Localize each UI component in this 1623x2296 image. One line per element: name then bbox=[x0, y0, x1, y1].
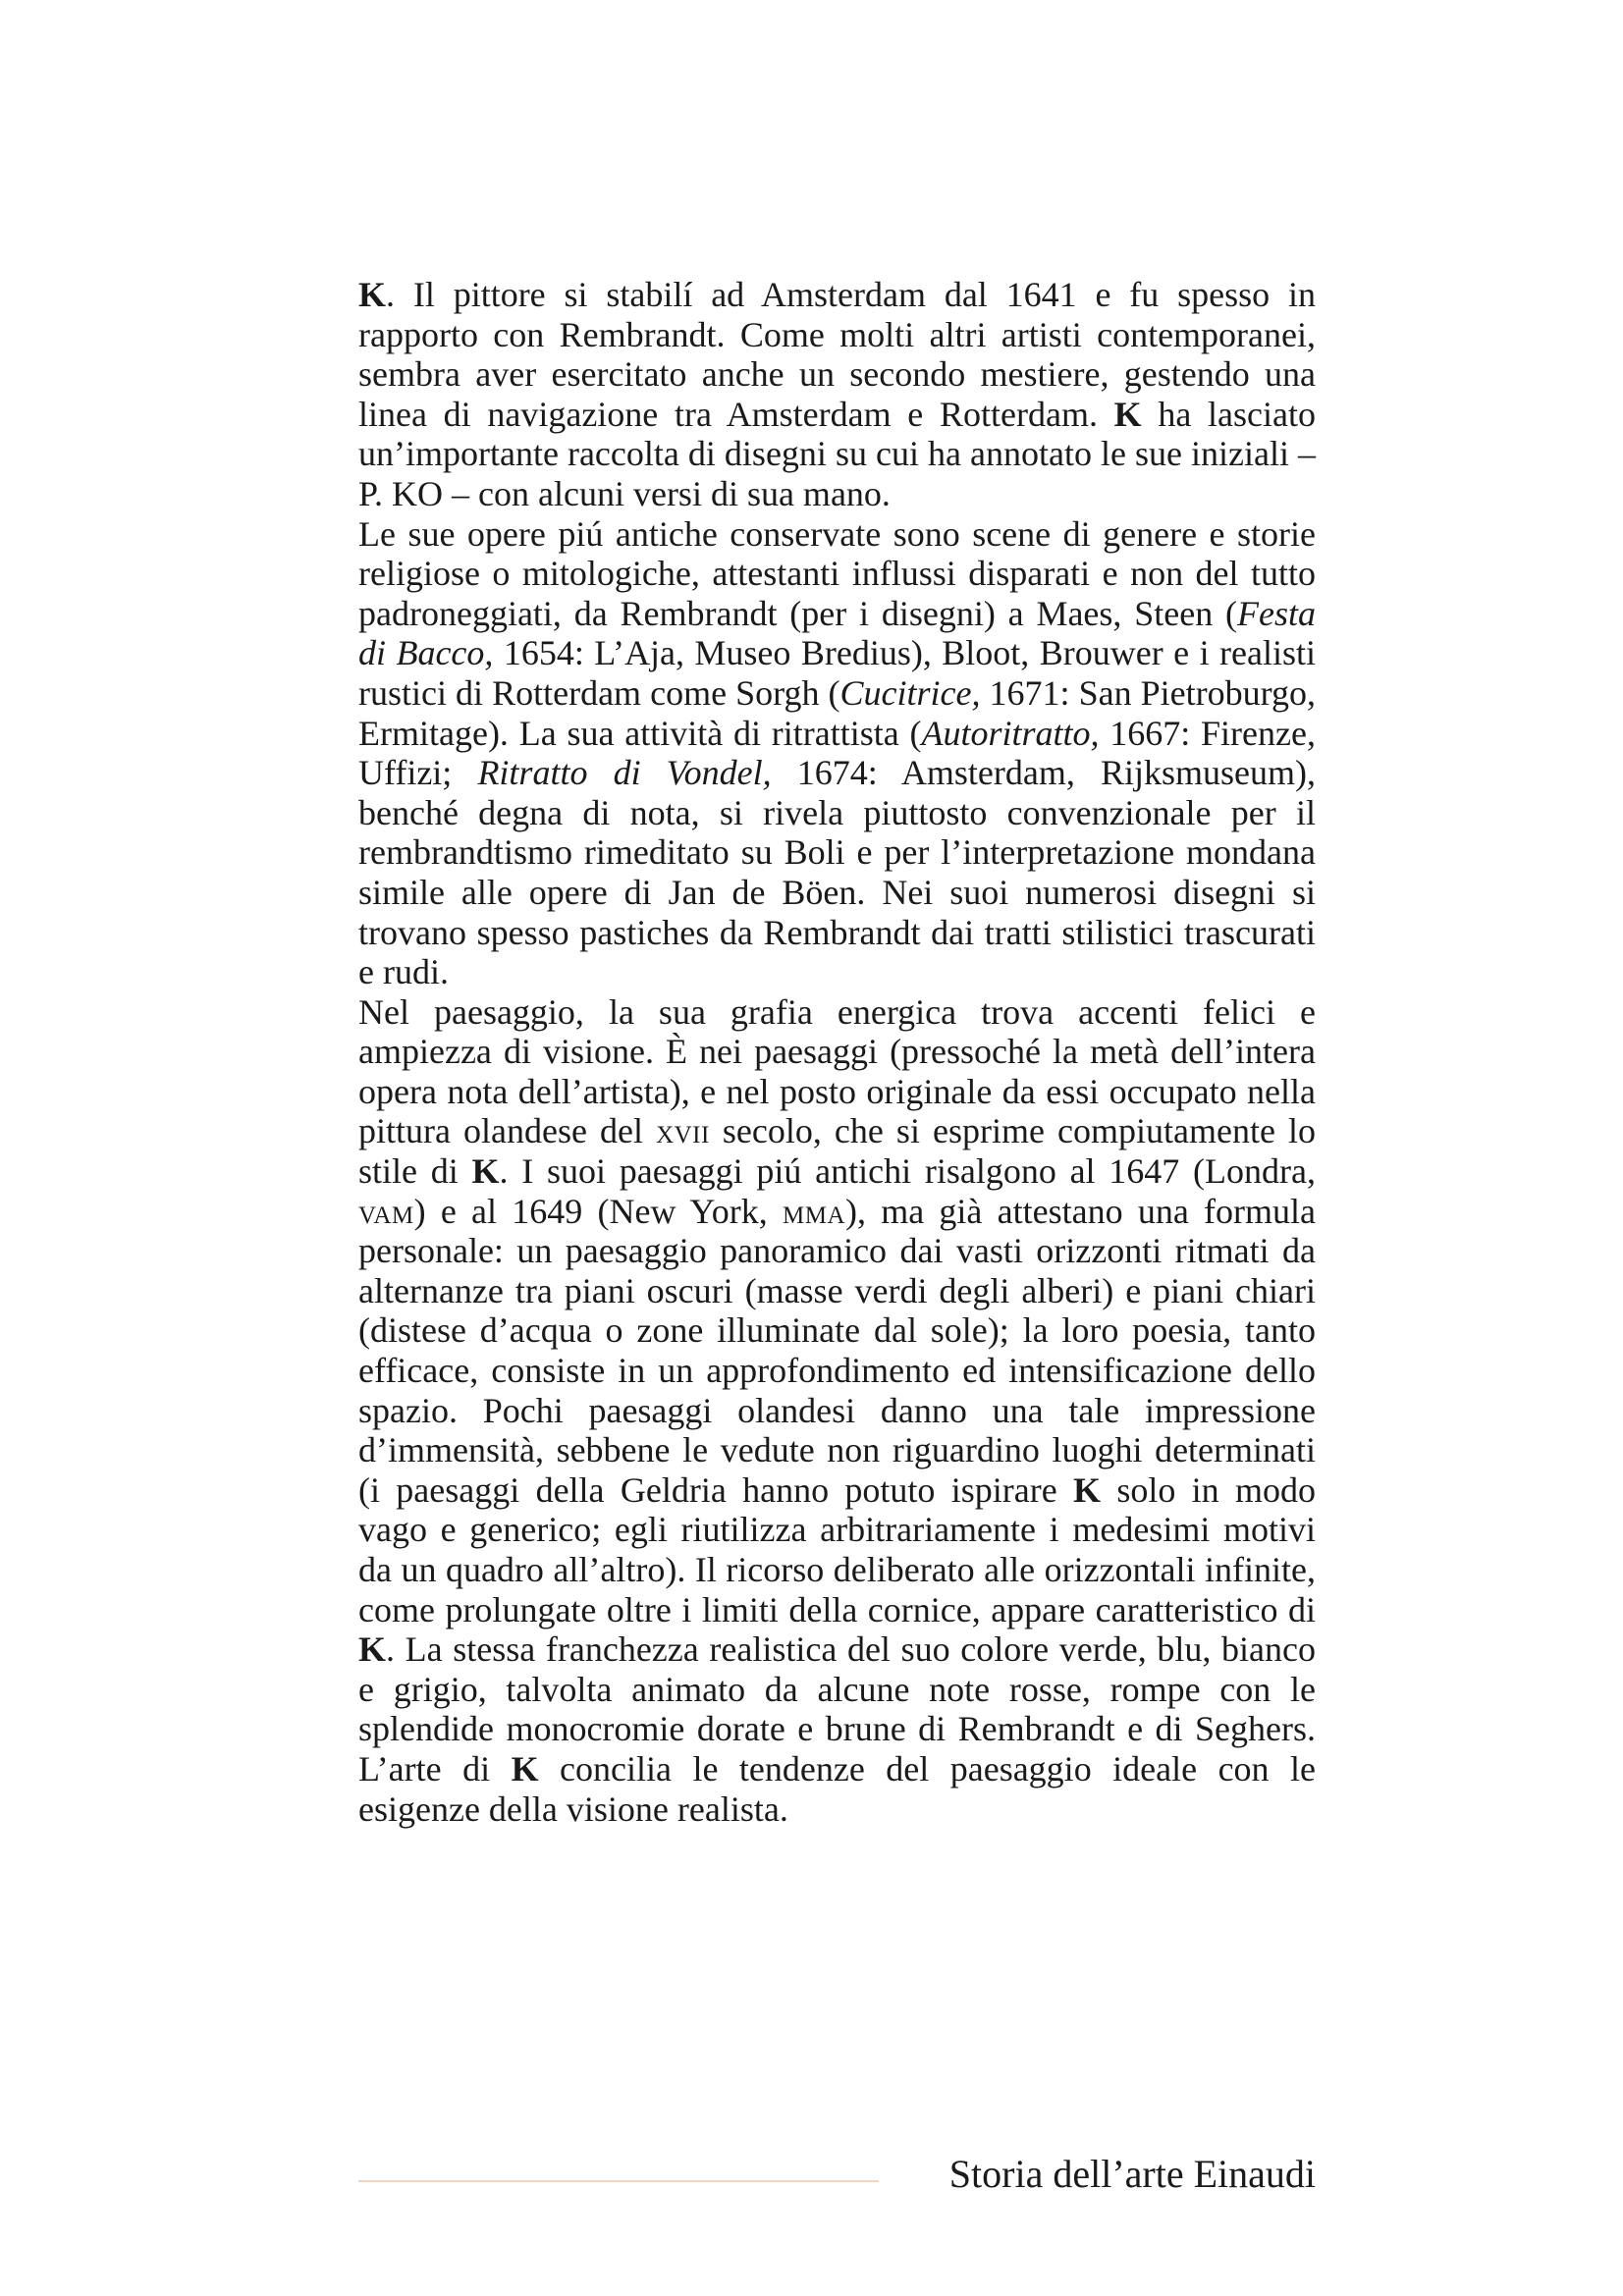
article-body bbox=[358, 275, 1316, 1829]
entry-initial: K bbox=[1073, 1469, 1102, 1510]
artwork-title: Festa di Bacco, bbox=[358, 593, 1316, 673]
entry-initial: K bbox=[511, 1748, 539, 1789]
text-run: . Il pittore si stabilí ad Amsterdam dal 1641 e fu spesso in rapporto con Rembrandt. Come molti altri artisti contemporanei, sembra aver esercitato anche un secondo mestiere, gestendo una linea di navigazione tra Amsterdam e Rotterdam. bbox=[358, 275, 1316, 434]
text-run: Le sue opere piú antiche conservate sono scene di genere e storie religiose o mitologiche, attestanti influssi disparati e non del tutto padroneggiati, da Rembrandt (per i disegni) a Maes, Steen ( bbox=[358, 513, 1316, 633]
entry-initial: K bbox=[358, 1629, 387, 1670]
text-run: 1674: Amsterdam, Rijksmuseum), benché degna di nota, si rivela piuttosto convenzionale per il rembrandtismo rimeditato su Boli e per l’interpretazione mondana simile alle opere di Jan de Böen. Nei suoi numerosi disegni si trovano spesso pastiches da Rembrandt dai tratti stilistici trascurati e rudi. bbox=[358, 753, 1317, 992]
paragraph-landscapes bbox=[358, 992, 1316, 1829]
century-numeral: xvii bbox=[656, 1111, 710, 1151]
text-run: 1667: Firenze, Uffizi; bbox=[358, 713, 1316, 793]
text-run: Nel paesaggio, la sua grafia energica trova accenti felici e ampiezza di visione. È nei paesaggi (pressoché la metà dell’intera opera nota dell’artista), e nel posto originale da essi occupato nella pittura olandese del bbox=[358, 991, 1316, 1151]
paragraph-biography bbox=[358, 275, 1316, 514]
museum-abbreviation: vam bbox=[358, 1191, 414, 1231]
footer-divider bbox=[358, 2180, 879, 2182]
text-run: 1654: L’Aja, Museo Bredius), Bloot, Brouwer e i realisti rustici di Rotterdam come Sorgh ( bbox=[358, 633, 1316, 713]
entry-initial: K bbox=[1113, 394, 1142, 434]
entry-initial: K bbox=[471, 1151, 500, 1192]
paragraph-early-works bbox=[358, 514, 1316, 992]
text-run: secolo, che si esprime compiutamente lo stile di bbox=[358, 1111, 1316, 1192]
text-run: solo in modo vago e generico; egli riutilizza arbitrariamente i medesimi motivi da un quadro all’altro). Il ricorso deliberato alle orizzontali infinite, come prolungate oltre i limiti della cornice, appare caratteristico di bbox=[358, 1469, 1317, 1629]
text-run: concilia le tendenze del paesaggio ideale con le esigenze della visione realista. bbox=[358, 1748, 1316, 1829]
footer-publication-title: Storia dell’arte Einaudi bbox=[948, 2152, 1316, 2196]
text-run: ), ma già attestano una formula personale: un paesaggio panoramico dai vasti orizzonti ritmati da alternanze tra piani oscuri (masse verdi degli alberi) e piani chiari (distese d’acqua o zone illuminate dal sole); la loro poesia, tanto efficace, consiste in un approfondimento ed intensificazione dello spazio. Pochi paesaggi olandesi danno una tale impressione d’immensità, sebbene le vedute non riguardino luoghi determinati (i paesaggi della Geldria hanno potuto ispirare bbox=[358, 1191, 1316, 1510]
artwork-title: Ritratto di Vondel, bbox=[477, 753, 772, 793]
text-run: ha lasciato un’importante raccolta di disegni su cui ha annotato le sue iniziali – P. KO – con alcuni versi di sua mano. bbox=[358, 394, 1316, 513]
text-run: . La stessa franchezza realistica del suo colore verde, blu, bianco e grigio, talvolta animato da alcune note rosse, rompe con le splendide monocromie dorate e brune di Rembrandt e di Seghers. L’arte di bbox=[358, 1629, 1316, 1789]
artwork-title: Cucitrice, bbox=[839, 672, 981, 713]
museum-abbreviation: mma bbox=[782, 1191, 845, 1231]
text-run: 1671: San Pietroburgo, Ermitage). La sua attività di ritrattista ( bbox=[358, 672, 1316, 753]
entry-initial: K bbox=[358, 275, 387, 314]
text-run: ) e al 1649 (New York, bbox=[413, 1191, 783, 1231]
artwork-title: Autoritratto, bbox=[921, 713, 1100, 753]
text-run: . I suoi paesaggi piú antichi risalgono al 1647 (Londra, bbox=[499, 1151, 1316, 1192]
